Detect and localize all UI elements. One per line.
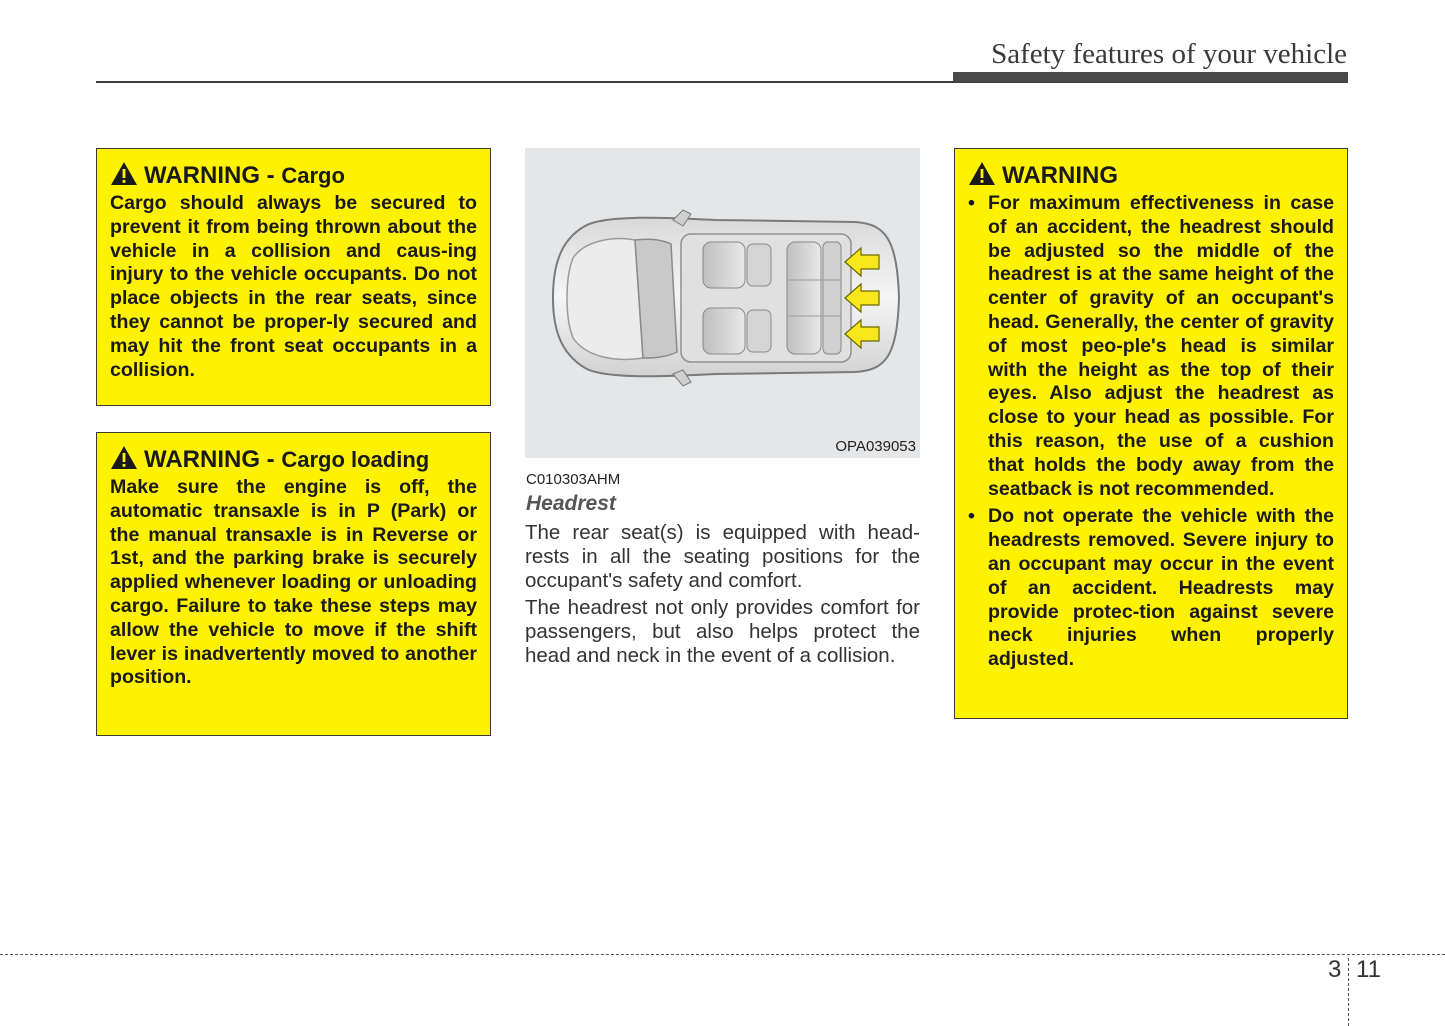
warning-label: WARNING - <box>144 162 275 189</box>
section-paragraph-1: The rear seat(s) is equipped with head-rests in all the seating positions for the occupant's safety and comfort. <box>525 521 920 592</box>
warning-triangle-icon <box>110 161 138 186</box>
warning-title <box>968 161 1334 190</box>
figure-code: OPA039053 <box>835 438 916 455</box>
bullet-mark: • <box>968 505 975 528</box>
page-number: 11 <box>1356 956 1381 983</box>
header-bar <box>953 72 1348 82</box>
section-title: Headrest <box>526 492 616 515</box>
footer-rule <box>0 954 1445 955</box>
warning-label: WARNING - <box>144 446 275 473</box>
warning-bullet-list <box>968 192 1334 672</box>
warning-label: WARNING <box>1002 162 1118 189</box>
headrest-figure <box>525 148 920 458</box>
warning-box-cargo-loading <box>96 432 491 736</box>
warning-subject: Cargo <box>281 163 345 188</box>
footer-divider <box>1348 958 1349 1026</box>
warning-title <box>110 445 477 474</box>
list-item <box>968 192 1334 501</box>
bullet-mark: • <box>968 192 975 214</box>
warning-subject: Cargo loading <box>281 447 430 472</box>
list-item-text: For maximum effectiveness in case of an accident, the headrest should be adjusted so the middle of the headrest is at the same height of the center of gravity of an occupant's head. Generally, the center of gravity of most peo-ple's head is similar with the height as the top of their eyes. Also adjust the headrest as close to your head as possible. For this reason, the use of a cushion that holds the body away from the seatback is not recommended. <box>988 192 1334 500</box>
list-item-text: Do not operate the vehicle with the headrests removed. Severe injury to an occupant may occur in the event of an accident. Headrests may provide protec-tion against severe neck injuries when properly adjusted. <box>988 505 1334 671</box>
list-item <box>968 505 1334 672</box>
section-paragraph-2: The headrest not only provides comfort for passengers, but also helps protect the head and neck in the event of a collision. <box>525 596 920 667</box>
warning-body: Make sure the engine is off, the automatic transaxle is in P (Park) or the manual transaxle is in Reverse or 1st, and the parking brake is securely applied whenever loading or unloading cargo. Failure to take these steps may allow the vehicle to move if the shift lever is inadvertently moved to another position. <box>110 476 477 689</box>
car-top-view-illustration <box>525 148 920 458</box>
warning-triangle-icon <box>110 445 138 470</box>
page-header-title: Safety features of your vehicle <box>991 38 1347 70</box>
warning-box-cargo <box>96 148 491 406</box>
warning-title <box>110 161 477 190</box>
warning-body: Cargo should always be secured to prevent it from being thrown about the vehicle in a collision and caus-ing injury to the vehicle occupants. Do not place objects in the rear seats, since they cannot be proper-ly secured and may hit the front seat occupants in a collision. <box>110 192 477 381</box>
warning-triangle-icon <box>968 161 996 186</box>
warning-box-headrest <box>954 148 1348 719</box>
section-code: C010303AHM <box>526 471 621 488</box>
chapter-number: 3 <box>1328 956 1342 983</box>
